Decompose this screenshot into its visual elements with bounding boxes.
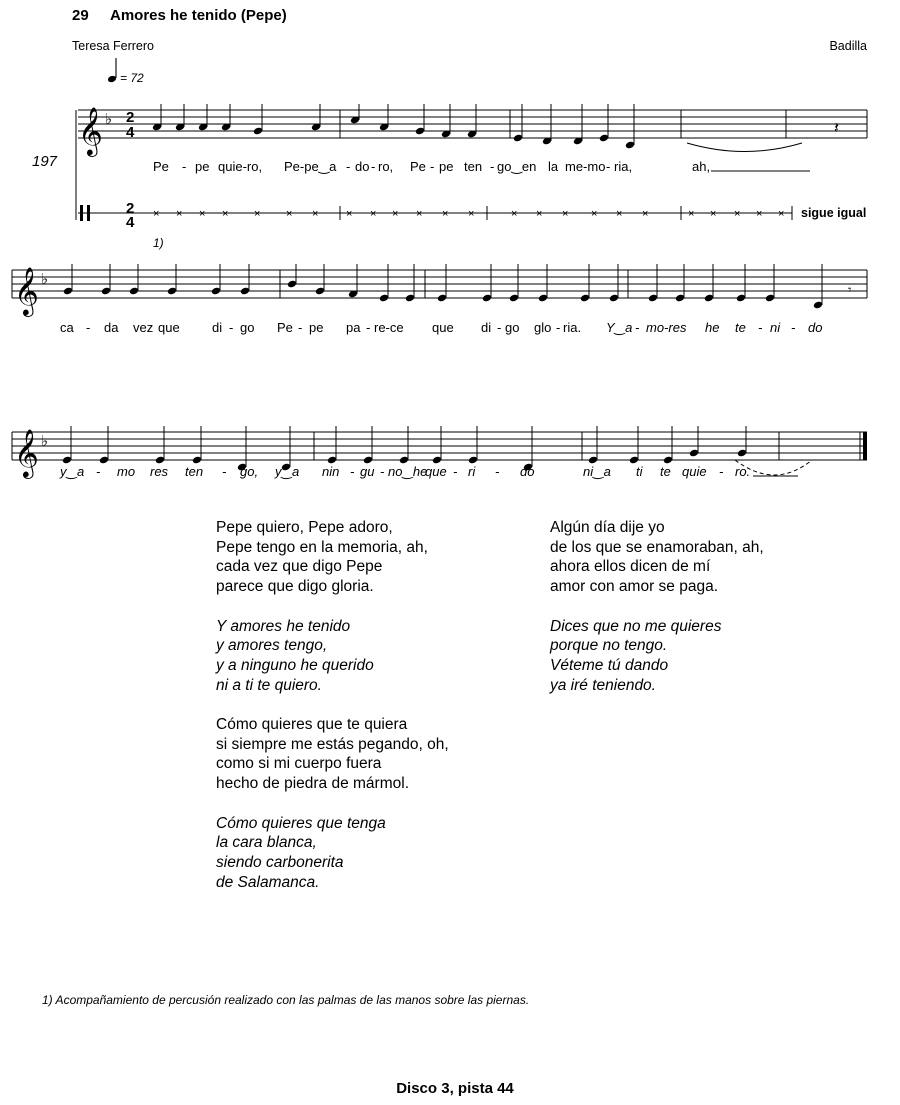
stanza bbox=[216, 814, 449, 893]
stanza-line: ni a ti te quiero. bbox=[216, 676, 322, 694]
stanza-line: cada vez que digo Pepe bbox=[216, 558, 383, 576]
svg-text:di: di bbox=[481, 320, 492, 335]
svg-text:-: - bbox=[606, 159, 611, 174]
percussion-x-note: × bbox=[688, 208, 695, 220]
percussion-instruction: sigue igual bbox=[801, 206, 867, 220]
stanza-line: si siempre me estás pegando, oh, bbox=[216, 735, 449, 753]
percussion-x-note: × bbox=[176, 208, 183, 220]
svg-text:y‿a: y‿a bbox=[60, 464, 85, 479]
stanza-line: hecho de piedra de mármol. bbox=[216, 775, 410, 793]
svg-text:di: di bbox=[212, 320, 223, 335]
svg-text:-: - bbox=[490, 159, 495, 174]
eighth-rest: 𝄾 bbox=[848, 282, 852, 297]
stanza bbox=[550, 617, 764, 696]
svg-text:glo: glo bbox=[534, 320, 552, 335]
stanza-line: y a ninguno he querido bbox=[216, 656, 374, 674]
stanza-line: porque no tengo. bbox=[550, 637, 668, 655]
svg-text:re-ce: re-ce bbox=[374, 320, 404, 335]
percussion-x-note: × bbox=[591, 208, 598, 220]
svg-text:-: - bbox=[229, 320, 234, 335]
svg-text:ten: ten bbox=[464, 159, 483, 174]
percussion-time-top: 2 bbox=[126, 200, 135, 217]
stanza-line: de Salamanca. bbox=[216, 873, 320, 891]
stanza-line: Pepe tengo en la memoria, ah, bbox=[216, 538, 428, 556]
stanza-line: y amores tengo, bbox=[216, 637, 328, 655]
lyrics-system-2 bbox=[60, 320, 581, 335]
svg-text:Pe: Pe bbox=[277, 320, 293, 335]
svg-text:-: - bbox=[346, 159, 351, 174]
percussion-x-note: × bbox=[254, 208, 261, 220]
stanza-line: de los que se enamoraban, ah, bbox=[550, 538, 764, 556]
percussion-x-note: × bbox=[511, 208, 518, 220]
svg-text:quie-ro,: quie-ro, bbox=[218, 159, 263, 174]
svg-text:gu: gu bbox=[360, 464, 375, 479]
svg-text:pe: pe bbox=[309, 320, 324, 335]
stanza-line: Dices que no me quieres bbox=[550, 617, 722, 635]
svg-text:pe: pe bbox=[195, 159, 210, 174]
tempo-marking bbox=[107, 58, 144, 85]
svg-text:ti: ti bbox=[636, 464, 643, 479]
time-signature-top: 2 bbox=[126, 109, 135, 126]
stanza bbox=[216, 617, 449, 696]
svg-text:ca: ca bbox=[60, 320, 74, 335]
quarter-rest: 𝄽 bbox=[834, 120, 839, 137]
svg-text:ni: ni bbox=[770, 320, 781, 335]
svg-text:-: - bbox=[497, 320, 502, 335]
stanza-line: Cómo quieres que tenga bbox=[216, 814, 386, 832]
percussion-x-note: × bbox=[710, 208, 717, 220]
percussion-x-note: × bbox=[286, 208, 293, 220]
informant-name: Teresa Ferrero bbox=[72, 39, 154, 53]
svg-text:pe: pe bbox=[439, 159, 454, 174]
lyrics-system-1 bbox=[153, 159, 710, 174]
stanza-line: amor con amor se paga. bbox=[550, 578, 719, 596]
percussion-notes bbox=[153, 208, 784, 220]
svg-text:vez: vez bbox=[133, 320, 154, 335]
svg-text:me-mo: me-mo bbox=[565, 159, 606, 174]
svg-text:que: que bbox=[432, 320, 454, 335]
svg-text:ria.: ria. bbox=[563, 320, 582, 335]
svg-text:pa: pa bbox=[346, 320, 361, 335]
svg-text:-: - bbox=[635, 320, 640, 335]
stanza-line: parece que digo gloria. bbox=[216, 578, 374, 596]
percussion-x-note: × bbox=[562, 208, 569, 220]
percussion-x-note: × bbox=[346, 208, 353, 220]
percussion-x-note: × bbox=[734, 208, 741, 220]
svg-text:nin: nin bbox=[322, 464, 340, 479]
staff-system-2 bbox=[12, 270, 867, 298]
tie bbox=[687, 143, 802, 152]
music-score bbox=[0, 0, 900, 500]
svg-text:te: te bbox=[735, 320, 746, 335]
song-title: Amores he tenido (Pepe) bbox=[110, 7, 287, 24]
stanza-line: Pepe quiero, Pepe adoro, bbox=[216, 519, 393, 536]
svg-text:-: - bbox=[556, 320, 561, 335]
svg-text:-: - bbox=[495, 464, 500, 479]
svg-text:-: - bbox=[791, 320, 796, 335]
svg-text:go: go bbox=[240, 320, 255, 335]
svg-text:ri: ri bbox=[468, 464, 476, 479]
stanza-line: ahora ellos dicen de mí bbox=[550, 558, 711, 576]
svg-text:mo: mo bbox=[117, 464, 136, 479]
stanza-line: Véteme tú dando bbox=[550, 656, 669, 674]
svg-text:que: que bbox=[158, 320, 180, 335]
percussion-staff bbox=[78, 205, 792, 221]
system-number: 197 bbox=[32, 153, 58, 170]
svg-text:do: do bbox=[355, 159, 370, 174]
svg-text:-: - bbox=[430, 159, 435, 174]
svg-text:ten: ten bbox=[185, 464, 204, 479]
svg-text:-: - bbox=[366, 320, 371, 335]
stanzas-right-column bbox=[550, 518, 764, 715]
svg-text:ah,: ah, bbox=[692, 159, 711, 174]
svg-text:ria,: ria, bbox=[614, 159, 633, 174]
svg-text:go,: go, bbox=[240, 464, 259, 479]
svg-text:y‿a: y‿a bbox=[275, 464, 300, 479]
stanza-line: ya iré teniendo. bbox=[550, 676, 656, 694]
treble-clef: 𝄞 bbox=[78, 107, 103, 154]
footnote-mark: 1) bbox=[153, 236, 164, 250]
stanza-line: Cómo quieres que te quiera bbox=[216, 716, 408, 733]
svg-text:Pe: Pe bbox=[153, 159, 169, 174]
svg-text:te: te bbox=[660, 464, 671, 479]
stanza-line: Y amores he tenido bbox=[216, 617, 351, 635]
svg-text:Y‿a: Y‿a bbox=[606, 320, 633, 335]
svg-text:-: - bbox=[182, 159, 187, 174]
stanza bbox=[550, 518, 764, 597]
notes-system-2 bbox=[63, 264, 823, 309]
svg-text:do: do bbox=[520, 464, 535, 479]
svg-text:-: - bbox=[371, 159, 376, 174]
percussion-x-note: × bbox=[370, 208, 377, 220]
percussion-x-note: × bbox=[642, 208, 649, 220]
percussion-x-note: × bbox=[392, 208, 399, 220]
percussion-x-note: × bbox=[616, 208, 623, 220]
percussion-x-note: × bbox=[153, 208, 160, 220]
stanzas-left-column bbox=[216, 518, 449, 912]
tempo-value: = 72 bbox=[120, 71, 144, 85]
svg-text:mo-res: mo-res bbox=[646, 320, 687, 335]
lyrics-system-3 bbox=[59, 464, 750, 480]
percussion-time-bottom: 4 bbox=[126, 214, 135, 231]
svg-text:do: do bbox=[808, 320, 823, 335]
percussion-x-note: × bbox=[222, 208, 229, 220]
stanza-line: Algún día dije yo bbox=[550, 519, 665, 536]
notes-system-1 bbox=[152, 104, 635, 149]
svg-text:que: que bbox=[425, 464, 447, 479]
stanza-line: como si mi cuerpo fuera bbox=[216, 755, 382, 773]
svg-text:ro,: ro, bbox=[378, 159, 394, 174]
svg-text:-: - bbox=[350, 464, 355, 479]
svg-text:da: da bbox=[104, 320, 119, 335]
treble-clef-2: 𝄞 bbox=[14, 267, 39, 314]
percussion-x-note: × bbox=[756, 208, 763, 220]
svg-text:-: - bbox=[298, 320, 303, 335]
svg-text:-: - bbox=[758, 320, 763, 335]
treble-clef-3: 𝄞 bbox=[14, 429, 39, 476]
song-number: 29 bbox=[72, 7, 89, 24]
percussion-x-note: × bbox=[442, 208, 449, 220]
svg-text:he: he bbox=[705, 320, 720, 335]
svg-text:no‿he: no‿he bbox=[388, 464, 428, 479]
key-signature-flat-3: ♭ bbox=[41, 433, 49, 450]
svg-text:-: - bbox=[86, 320, 91, 335]
footnote: 1) Acompañamiento de percusión realizado con las palmas de las manos sobre las piernas. bbox=[42, 993, 530, 1007]
percussion-x-note: × bbox=[778, 208, 785, 220]
place-name: Badilla bbox=[829, 39, 867, 53]
lyrics-system-2-italic bbox=[606, 320, 822, 336]
percussion-x-note: × bbox=[536, 208, 543, 220]
stanza bbox=[216, 518, 449, 597]
svg-text:ro.: ro. bbox=[735, 464, 751, 479]
svg-text:-: - bbox=[380, 464, 385, 479]
svg-text:ni‿a: ni‿a bbox=[583, 464, 611, 479]
percussion-x-note: × bbox=[312, 208, 319, 220]
svg-text:-: - bbox=[96, 464, 101, 479]
percussion-x-note: × bbox=[199, 208, 206, 220]
staff-system-3 bbox=[12, 432, 867, 460]
svg-text:Pe: Pe bbox=[410, 159, 426, 174]
svg-text:go‿en: go‿en bbox=[497, 159, 537, 174]
svg-text:-: - bbox=[719, 464, 724, 479]
stanza-line: la cara blanca, bbox=[216, 834, 317, 852]
stanza-line: siendo carbonerita bbox=[216, 853, 344, 871]
svg-text:res: res bbox=[150, 464, 169, 479]
key-signature-flat-2: ♭ bbox=[41, 271, 49, 288]
percussion-x-note: × bbox=[468, 208, 475, 220]
svg-text:Pe-pe‿a: Pe-pe‿a bbox=[284, 159, 337, 174]
footer-disc-track: Disco 3, pista 44 bbox=[396, 1080, 514, 1097]
svg-text:go: go bbox=[505, 320, 520, 335]
svg-text:-: - bbox=[453, 464, 458, 479]
time-signature-bottom: 4 bbox=[126, 124, 135, 141]
key-signature-flat: ♭ bbox=[105, 111, 113, 128]
percussion-x-note: × bbox=[416, 208, 423, 220]
svg-text:quie: quie bbox=[682, 464, 707, 479]
svg-text:la: la bbox=[548, 159, 559, 174]
svg-text:-: - bbox=[222, 464, 227, 479]
stanza bbox=[216, 715, 449, 794]
